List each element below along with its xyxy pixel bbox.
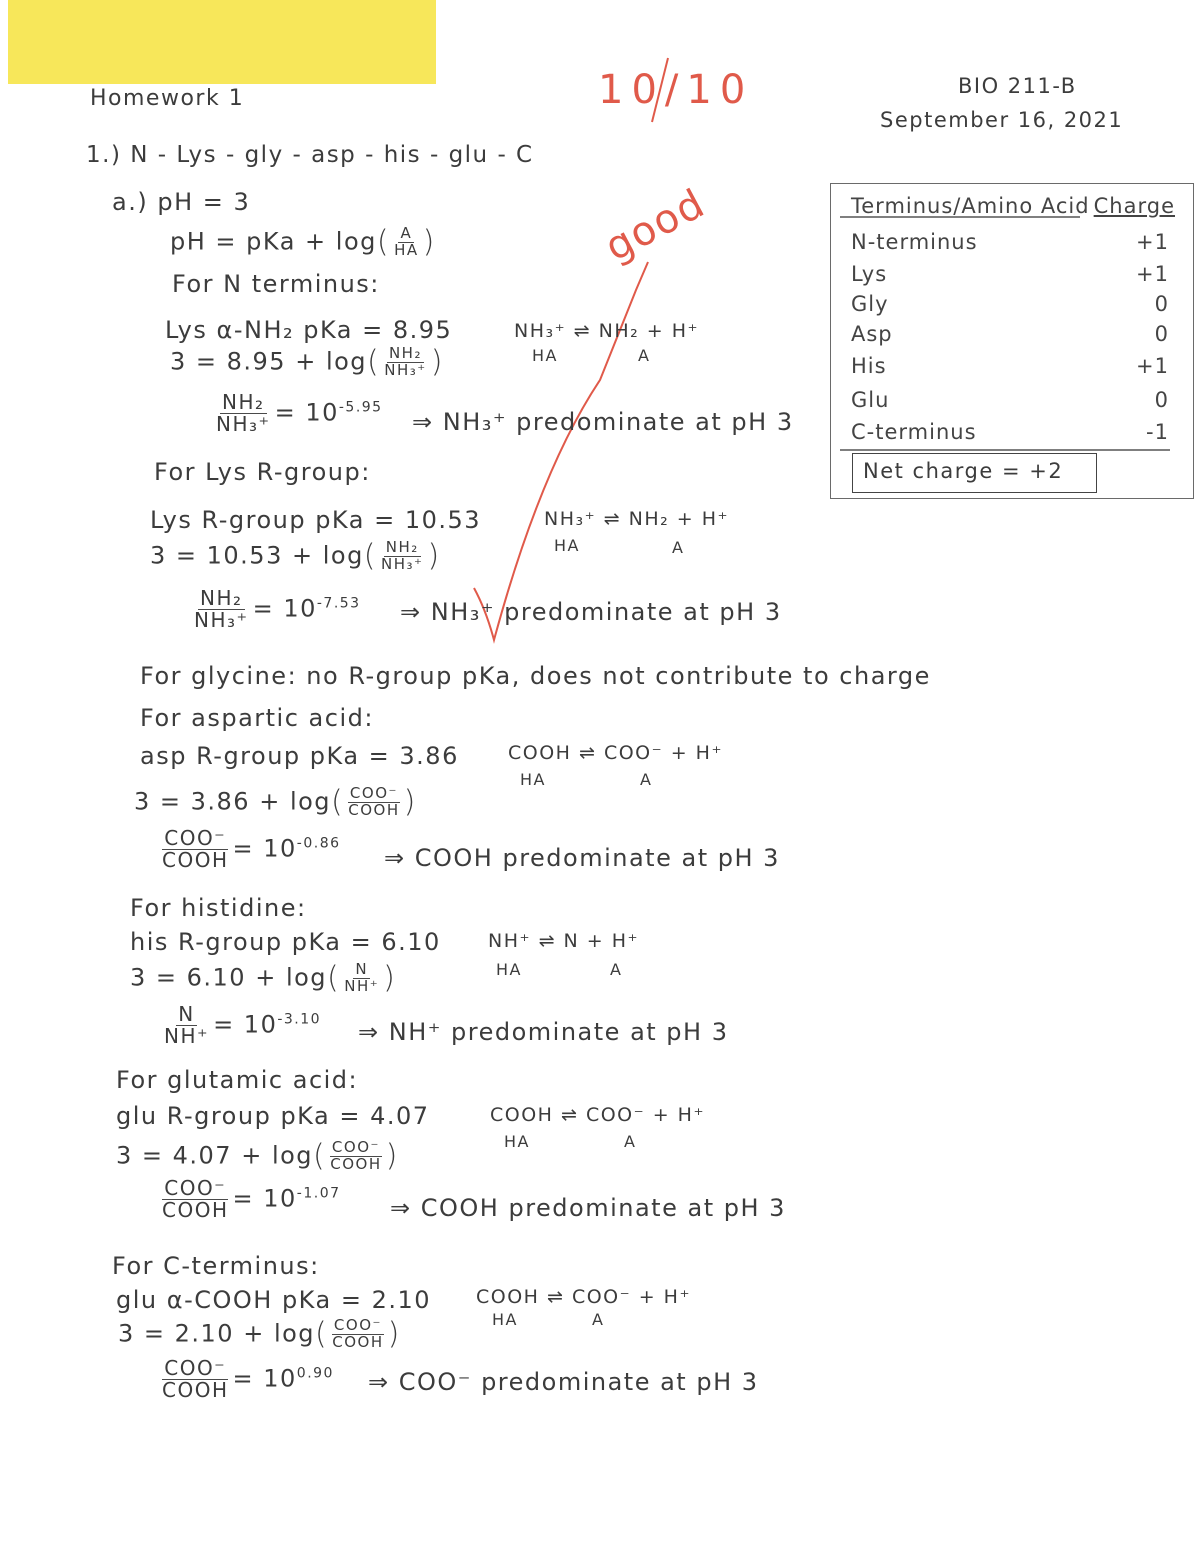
row-label: N-terminus — [851, 230, 978, 254]
c-terminus-calc: 3 = 2.10 + log( $\frac{\text{COO⁻}}{\text{COOH}}$ ) — [118, 1316, 401, 1352]
row-label: Asp — [851, 322, 893, 346]
c-terminus-ratio: $\frac{\text{COO⁻}}{\text{COOH}}$ = $10^{0.90}$ — [162, 1356, 334, 1402]
column-header-group: Terminus/Amino Acid — [851, 194, 1090, 218]
row-label: Glu — [851, 388, 890, 412]
table-row — [851, 292, 1175, 316]
histidine-pka: his R-group pKa = 6.10 — [130, 928, 441, 956]
assignment-date: September 16, 2021 — [880, 108, 1124, 132]
row-label: Gly — [851, 292, 889, 316]
n-terminus-calc: 3 = 8.95 + log( $\frac{\text{NH₂}}{\text{NH₃⁺}}$ ) — [170, 344, 444, 380]
c-terminus-conclusion: ⇒ COO⁻ predominate at pH 3 — [368, 1368, 759, 1396]
glycine-line: For glycine: no R-group pKa, does not contribute to charge — [140, 662, 931, 690]
peptide-sequence: 1.) N - Lys - gly - asp - his - glu - C — [86, 142, 534, 168]
glutamic-ratio: $\frac{\text{COO⁻}}{\text{COOH}}$ = $10^{-1.07}$ — [162, 1176, 341, 1222]
c-terminus-pka: glu α-COOH pKa = 2.10 — [116, 1286, 431, 1314]
charge-table — [830, 183, 1194, 499]
histidine-ratio: $\frac{N}{NH^+}$ = $10^{-3.10}$ — [164, 1002, 322, 1048]
glutamic-conclusion: ⇒ COOH predominate at pH 3 — [390, 1194, 786, 1222]
glutamic-heading: For glutamic acid: — [116, 1066, 359, 1094]
row-charge: -1 — [1146, 420, 1169, 444]
lys-r-ratio: $\frac{\text{NH₂}}{\text{NH₃⁺}}$ = $10^{-7.53}$ — [194, 586, 361, 632]
net-charge-box — [852, 453, 1097, 493]
glutamic-calc: 3 = 4.07 + log( $\frac{\text{COO⁻}}{\text{COOH}}$ ) — [116, 1138, 399, 1174]
c-terminus-heading: For C-terminus: — [112, 1252, 320, 1280]
n-terminus-pka: Lys α-NH₂ pKa = 8.95 — [165, 316, 453, 344]
histidine-conclusion: ⇒ NH⁺ predominate at pH 3 — [358, 1018, 729, 1046]
c-terminus-reaction: COOH ⇌ COO⁻ + H⁺ — [476, 1286, 691, 1308]
lys-r-a: A — [672, 538, 685, 557]
aspartic-heading: For aspartic acid: — [140, 704, 374, 732]
lys-r-calc: 3 = 10.53 + log( $\frac{\text{NH₂}}{\text{NH₃⁺}}$ ) — [150, 538, 441, 574]
column-header-charge: Charge — [1093, 194, 1175, 218]
check-mark-icon — [474, 262, 651, 640]
table-row — [851, 262, 1175, 286]
aspartic-calc: 3 = 3.86 + log( $\frac{\text{COO⁻}}{\text{COOH}}$ ) — [134, 784, 417, 820]
lys-r-conclusion: ⇒ NH₃⁺ predominate at pH 3 — [400, 598, 782, 626]
row-label: Lys — [851, 262, 888, 286]
row-label: His — [851, 354, 887, 378]
histidine-reaction: NH⁺ ⇌ N + H⁺ — [488, 930, 640, 952]
henderson-hasselbalch: pH = pKa + log( $\frac{A}{HA}$ ) — [170, 224, 436, 260]
row-charge: +1 — [1136, 262, 1169, 286]
c-terminus-a: A — [592, 1310, 605, 1329]
glutamic-ha: HA — [504, 1132, 530, 1151]
histidine-calc: 3 = 6.10 + log( $\frac{N}{NH^+}$ ) — [130, 960, 397, 996]
net-charge: Net charge = +2 — [863, 459, 1064, 483]
n-terminus-heading: For N terminus: — [172, 270, 380, 298]
table-row — [851, 322, 1175, 346]
table-header — [851, 194, 1175, 218]
glutamic-pka: glu R-group pKa = 4.07 — [116, 1102, 430, 1130]
score: 10/10 — [598, 67, 754, 113]
homework-title: Homework 1 — [90, 86, 245, 111]
aspartic-reaction: COOH ⇌ COO⁻ + H⁺ — [508, 742, 723, 764]
course-code: BIO 211-B — [958, 74, 1077, 98]
histidine-ha: HA — [496, 960, 522, 979]
aspartic-conclusion: ⇒ COOH predominate at pH 3 — [384, 844, 780, 872]
glutamic-a: A — [624, 1132, 637, 1151]
aspartic-ha: HA — [520, 770, 546, 789]
histidine-heading: For histidine: — [130, 894, 307, 922]
lys-r-reaction: NH₃⁺ ⇌ NH₂ + H⁺ — [544, 508, 730, 530]
aspartic-a: A — [640, 770, 653, 789]
row-charge: 0 — [1154, 388, 1169, 412]
lys-r-pka: Lys R-group pKa = 10.53 — [150, 506, 482, 534]
histidine-a: A — [610, 960, 623, 979]
aspartic-ratio: $\frac{\text{COO⁻}}{\text{COOH}}$ = $10^{-0.86}$ — [162, 826, 341, 872]
row-label: C-terminus — [851, 420, 977, 444]
part-a-label: a.) pH = 3 — [112, 188, 251, 216]
row-charge: +1 — [1136, 230, 1169, 254]
table-row — [851, 354, 1175, 378]
n-terminus-conclusion: ⇒ NH₃⁺ predominate at pH 3 — [412, 408, 794, 436]
table-row — [851, 230, 1175, 254]
row-charge: +1 — [1136, 354, 1169, 378]
table-row — [851, 420, 1175, 444]
lys-r-heading: For Lys R-group: — [154, 458, 371, 486]
table-row — [851, 388, 1175, 412]
row-charge: 0 — [1154, 322, 1169, 346]
aspartic-pka: asp R-group pKa = 3.86 — [140, 742, 459, 770]
row-charge: 0 — [1154, 292, 1169, 316]
n-terminus-reaction: NH₃⁺ ⇌ NH₂ + H⁺ — [514, 320, 700, 342]
c-terminus-ha: HA — [492, 1310, 518, 1329]
n-terminus-ha: HA — [532, 346, 558, 365]
glutamic-reaction: COOH ⇌ COO⁻ + H⁺ — [490, 1104, 705, 1126]
n-terminus-a: A — [638, 346, 651, 365]
n-terminus-ratio: $\frac{\text{NH₂}}{\text{NH₃⁺}}$ = $10^{-5.95}$ — [216, 390, 383, 436]
grader-comment: good — [597, 180, 713, 271]
lys-r-ha: HA — [554, 536, 580, 555]
